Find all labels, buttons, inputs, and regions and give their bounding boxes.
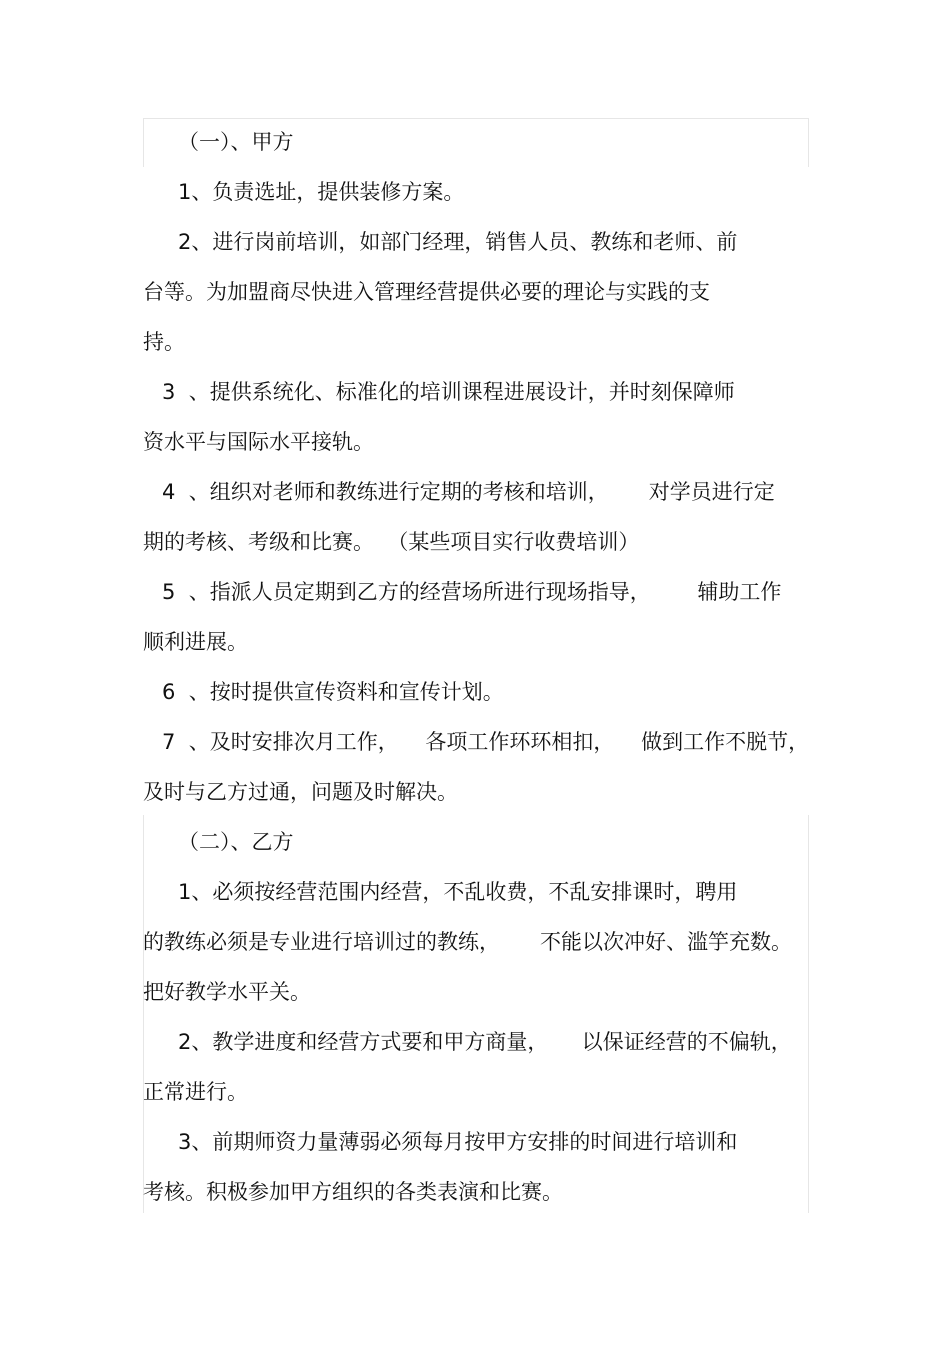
section-a-item-5-line-1: 5 、指派人员定期到乙方的经营场所进行现场指导， 辅助工作	[162, 580, 782, 604]
section-b-item-2-line-2: 正常进行。	[143, 1080, 248, 1104]
section-a-item-2-line-2: 台等。为加盟商尽快进入管理经营提供必要的理论与实践的支	[143, 280, 710, 304]
section-b-item-1-line-1: 1、必须按经营范围内经营，不乱收费，不乱安排课时，聘用	[178, 880, 738, 904]
section-a-item-5-line-2: 顺利进展。	[143, 630, 248, 654]
section-a-item-6-line-1: 6 、按时提供宣传资料和宣传计划。	[162, 680, 504, 704]
section-b-item-3-line-2: 考核。积极参加甲方组织的各类表演和比赛。	[143, 1180, 563, 1204]
section-b-item-2-line-1: 2、教学进度和经营方式要和甲方商量， 以保证经营的不偏轨，	[178, 1030, 792, 1054]
section-a-item-3-line-1: 3 、提供系统化、标准化的培训课程进展设计，并时刻保障师	[162, 380, 735, 404]
section-a-item-1-line-1: 1、负责选址，提供装修方案。	[178, 180, 465, 204]
section-a-item-4-line-2: 期的考核、考级和比赛。 （某些项目实行收费培训）	[143, 530, 640, 554]
section-b-item-3-line-1: 3、前期师资力量薄弱必须每月按甲方安排的时间进行培训和	[178, 1130, 738, 1154]
section-b-item-1-line-3: 把好教学水平关。	[143, 980, 311, 1004]
section-a-item-2-line-3: 持。	[143, 330, 185, 354]
section-a-item-4-line-1: 4 、组织对老师和教练进行定期的考核和培训， 对学员进行定	[162, 480, 775, 504]
section-b-heading: （二）、乙方	[178, 830, 294, 854]
section-a-item-7-line-2: 及时与乙方过通，问题及时解决。	[143, 780, 458, 804]
section-b-item-1-line-2: 的教练必须是专业进行培训过的教练， 不能以次冲好、滥竽充数。	[143, 930, 793, 954]
section-a-heading: （一）、甲方	[178, 130, 294, 154]
section-a-item-3-line-2: 资水平与国际水平接轨。	[143, 430, 374, 454]
section-a-item-7-line-1: 7 、及时安排次月工作， 各项工作环环相扣， 做到工作不脱节，	[162, 730, 810, 754]
section-a-item-2-line-1: 2、进行岗前培训，如部门经理，销售人员、教练和老师、前	[178, 230, 738, 254]
